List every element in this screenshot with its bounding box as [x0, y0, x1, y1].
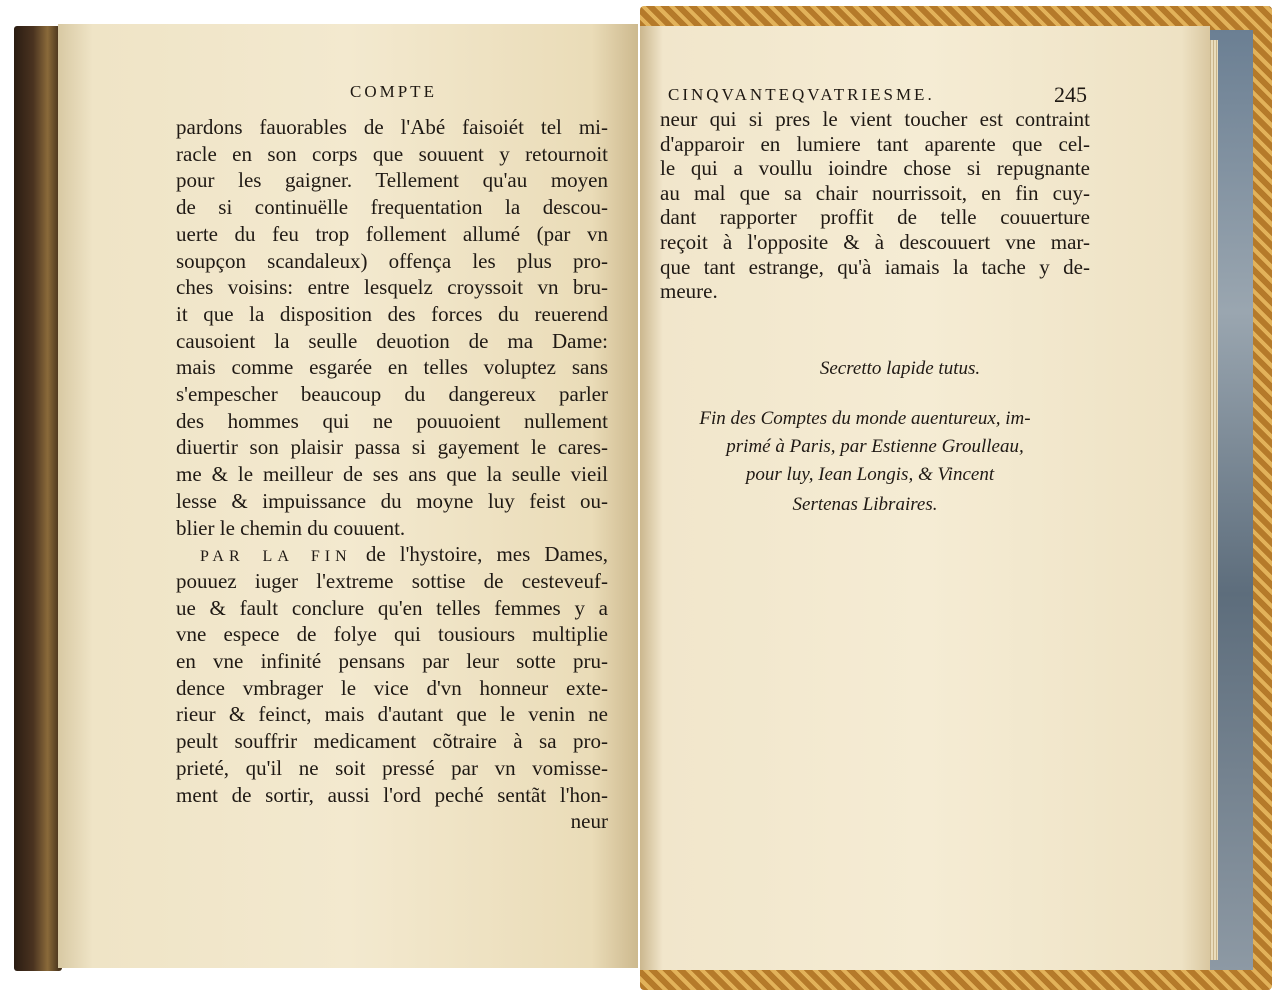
book-binding-left [14, 26, 62, 971]
paragraph-lead-smallcaps: PAR LA FIN [200, 548, 352, 566]
text-line: dant rapporter proffit de telle couuerture [660, 205, 1090, 230]
text-line: uerte du feu trop follement allumé (par vn [176, 221, 608, 246]
text-line: pardons fauorables de l'Abé faisoiét tel mi- [176, 115, 608, 139]
text-line: it que la disposition des forces du reuerend [176, 301, 608, 326]
text-line: rieur & feinct, mais d'autant que le venin ne [176, 702, 608, 727]
text-line: dence vmbrager le vice d'vn honneur exte- [176, 675, 608, 700]
text-line: ue & fault conclure qu'en telles femmes y a [176, 595, 608, 620]
text-line: ment de sortir, aussi l'ord peché sentãt l'hon- [176, 782, 608, 807]
motto: Secretto lapide tutus. [819, 358, 981, 379]
text-line: meure. [660, 279, 718, 304]
catchword: neur [570, 809, 608, 834]
text-line: peult souffrir medicament cõtraire à sa pro- [176, 729, 608, 754]
text-line: d'apparoir en lumiere tant aparente que cel- [660, 131, 1090, 156]
text-line: racle en son corps que souuent y retournoit [176, 141, 608, 166]
text-line: au mal que sa chair nourrissoit, en fin cuy- [660, 180, 1090, 205]
text-line: prieté, qu'il ne soit pressé par vn vomisse- [176, 755, 608, 780]
text-line: des hommes qui ne pouuoient nullement [176, 408, 608, 433]
paragraph-first-rest: de l'hystoire, mes Dames, [365, 542, 608, 567]
left-running-head: COMPTE [350, 82, 437, 101]
text-line: ches voisins: entre lesquelz croyssoit vn bru- [176, 275, 608, 300]
text-line: me & le meilleur de ses ans que la seulle vieil [176, 462, 608, 487]
colophon-line: pour luy, Iean Longis, & Vincent [745, 464, 995, 485]
text-line: en vne infinité pensans par leur sotte pru- [176, 649, 608, 673]
text-line: vne espece de folye qui tousiours multiplie [176, 622, 608, 647]
page-number: 245 [1054, 82, 1087, 107]
colophon-line: primé à Paris, par Estienne Groulleau, [726, 436, 1024, 457]
text-line: de si continuëlle frequentation la descou- [176, 195, 608, 220]
text-line: pouuez iuger l'extreme sottise de cesteveuf- [176, 568, 608, 593]
text-line: que tant estrange, qu'à iamais la tache y de- [660, 254, 1090, 279]
text-line: reçoit à l'opposite & à descouuert vne mar- [660, 230, 1090, 254]
colophon-line: Fin des Comptes du monde auentureux, im- [699, 408, 1031, 429]
text-line: neur qui si pres le vient toucher est contraint [660, 107, 1090, 131]
text-line: le qui a voullu ioindre chose si repugnante [660, 156, 1090, 181]
text-line: diuertir son plaisir passa si gayement le cares- [176, 435, 608, 460]
text-line: pour les gaigner. Tellement qu'au moyen [176, 168, 608, 193]
right-running-head: CINQVANTEQVATRIESME. [668, 85, 935, 104]
text-line: causoient la seulle deuotion de ma Dame: [176, 328, 608, 353]
text-line: mais comme esgarée en telles voluptez sans [176, 355, 608, 380]
paragraph-first-line [200, 541, 608, 570]
text-line: lesse & impuissance du moyne luy feist ou- [176, 488, 608, 513]
colophon-line: Sertenas Libraires. [792, 494, 938, 515]
text-line: s'empescher beaucoup du dangereux parler [176, 382, 608, 406]
text-line: blier le chemin du couuent. [176, 515, 406, 540]
text-line: soupçon scandaleux) offença les plus pro- [176, 248, 608, 273]
